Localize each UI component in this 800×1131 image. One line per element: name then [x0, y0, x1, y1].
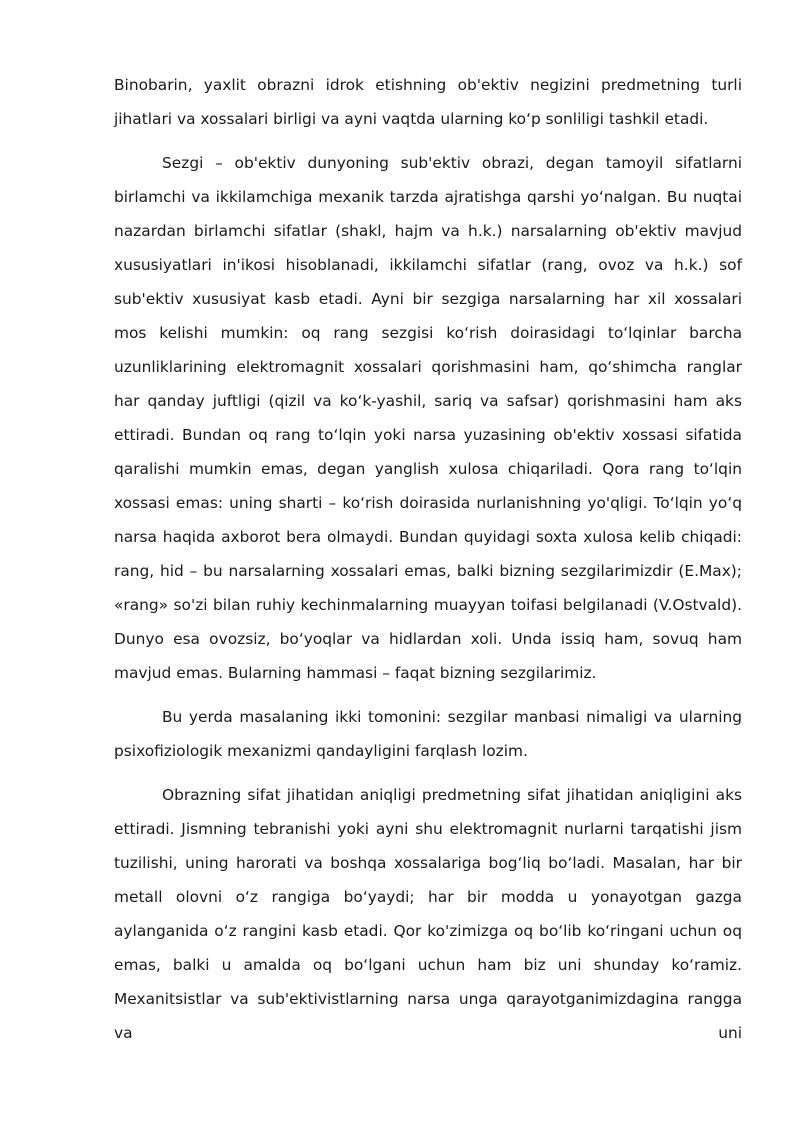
paragraph-1: Binobarin, yaxlit obrazni idrok etishning ob'ektiv negizini predmetning turli jihatlari va xossalari birligi va ayni vaqtda ularning ko‘p sonliligi tashkil etadi.: [114, 76, 742, 128]
document-body: [114, 68, 742, 1060]
paragraph-3: Bu yerda masalaning ikki tomonini: sezgilar manbasi nimaligi va ularning psixofiziologik mexanizmi qandayligini farqlash lozim.: [114, 708, 742, 760]
paragraph-4: Obrazning sifat jihatidan aniqligi predmetning sifat jihatidan aniqligini aks ettiradi. Jismning tebranishi yoki ayni shu elektromagnit nurlarni tarqatishi jism tuzilishi, uning harorati va boshqa xossalariga bog‘liq bo‘ladi. Masalan, har bir metall olovni o‘z rangiga bo‘yaydi; har bir modda u yonayotgan gazga aylanganida o‘z rangini kasb etadi. Qor ko'zimizga oq bo‘lib ko‘ringani uchun oq emas, balki u amalda oq bo‘lgani uchun ham biz uni shunday ko‘ramiz. Mexanitsistlar va sub'ektivistlarning narsa unga qarayotganimizdagina rangga va uni: [114, 786, 742, 1042]
paragraph-2: Sezgi – ob'ektiv dunyoning sub'ektiv obrazi, degan tamoyil sifatlarni birlamchi va ikkilamchiga mexanik tarzda ajratishga qarshi yo‘nalgan. Bu nuqtai nazardan birlamchi sifatlar (shakl, hajm va h.k.) narsalarning ob'ektiv mavjud xususiyatlari in'ikosi hisoblanadi, ikkilamchi sifatlar (rang, ovoz va h.k.) sof sub'ektiv xususiyat kasb etadi. Ayni bir sezgiga narsalarning har xil xossalari mos kelishi mumkin: oq rang sezgisi ko‘rish doirasidagi to‘lqinlar barcha uzunliklarining elektromagnit xossalari qorishmasini ham, qo‘shimcha ranglar har qanday juftligi (qizil va ko‘k-yashil, sariq va safsar) qorishmasini ham aks ettiradi. Bundan oq rang to‘lqin yoki narsa yuzasining ob'ektiv xossasi sifatida qaralishi mumkin emas, degan yanglish xulosa chiqariladi. Qora rang to‘lqin xossasi emas: uning sharti – ko‘rish doirasida nurlanishning yo'qligi. To‘lqin yo‘q narsa haqida axborot bera olmaydi. Bundan quyidagi soxta xulosa kelib chiqadi: rang, hid – bu narsalarning xossalari emas, balki bizning sezgilarimizdir (E.Max); «rang» so'zi bilan ruhiy kechinmalarning muayyan toifasi belgilanadi (V.Ostvald). Dunyo esa ovozsiz, bo‘yoqlar va hidlardan xoli. Unda issiq ham, sovuq ham mavjud emas. Bularning hammasi – faqat bizning sezgilarimiz.: [114, 154, 742, 682]
